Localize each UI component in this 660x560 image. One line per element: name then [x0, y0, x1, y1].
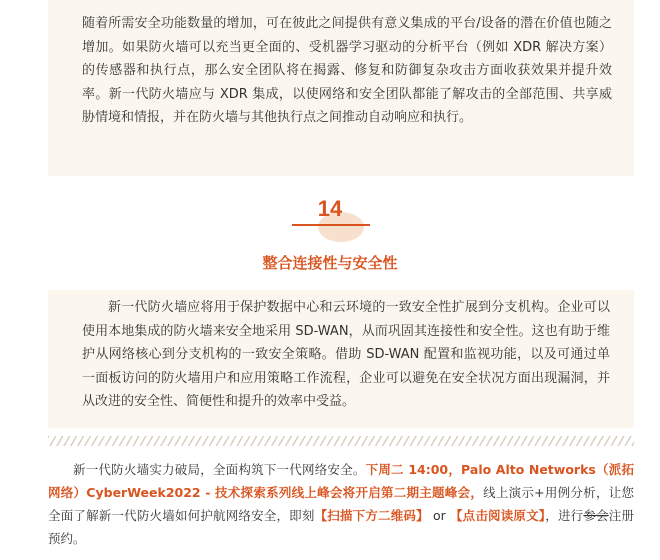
promo-lead-text: 新一代防火墙实力破局，全面构筑下一代网络安全。	[73, 462, 366, 477]
section-number: 14	[317, 196, 343, 221]
promo-strike-text: 参会	[583, 508, 609, 523]
section-title: 整合连接性与安全性	[262, 254, 398, 272]
promo-end-text: 注册预约。	[48, 508, 634, 546]
section-paragraph: 新一代防火墙应将用于保护数据中心和云环境的一致安全性扩展到分支机构。企业可以使用本地集成的防火墙来安全地采用 SD-WAN，从而巩固其连接性和安全性。这也有助于维护从网络核心到分支机构的一致安全策略。借助 SD-WAN 配置和监视功能，以及可通过单一面板访问的防火墙用户和应用策略工作流程，企业可以避免在安全状况方面出现漏洞，并从改进的安全性、简便性和提升的效率中受益。	[82, 300, 610, 409]
intro-paragraph: 随着所需安全功能数量的增加，可在彼此之间提供有意义集成的平台/设备的潜在价值也随之增加。如果防火墙可以充当更全面的、受机器学习驱动的分析平台（例如 XDR 解决方案）的传感器和执行点，那么安全团队将在揭露、修复和防御复杂攻击方面收获效果并提升效率。新一代防火墙应与 XDR 集成，以使网络和安全团队都能了解攻击的全部范围、共享威胁情境和情报，并在防火墙与其他执行点之间推动自动响应和执行。	[82, 16, 612, 125]
promo-event-highlight: 下周二 14:00，Palo Alto Networks（派拓网络）CyberWeek2022 - 技术探索系列线上峰会将开启第二期主题峰会，	[48, 462, 634, 500]
scan-qr-link[interactable]: 【扫描下方二维码】	[314, 508, 429, 523]
promo-body-text: 线上演示+用例分析，让您全面了解新一代防火墙如何护航网络安全，即刻	[48, 485, 634, 523]
read-original-link[interactable]: 【点击阅读原文】	[449, 508, 546, 523]
striped-divider	[48, 436, 634, 446]
promo-tail-text: ，进行	[545, 508, 584, 523]
event-promo-paragraph	[48, 458, 634, 550]
promo-or-text: or	[428, 508, 450, 523]
section-text-card	[48, 290, 634, 428]
section-number-underline	[292, 224, 370, 226]
intro-text-card	[48, 0, 634, 176]
